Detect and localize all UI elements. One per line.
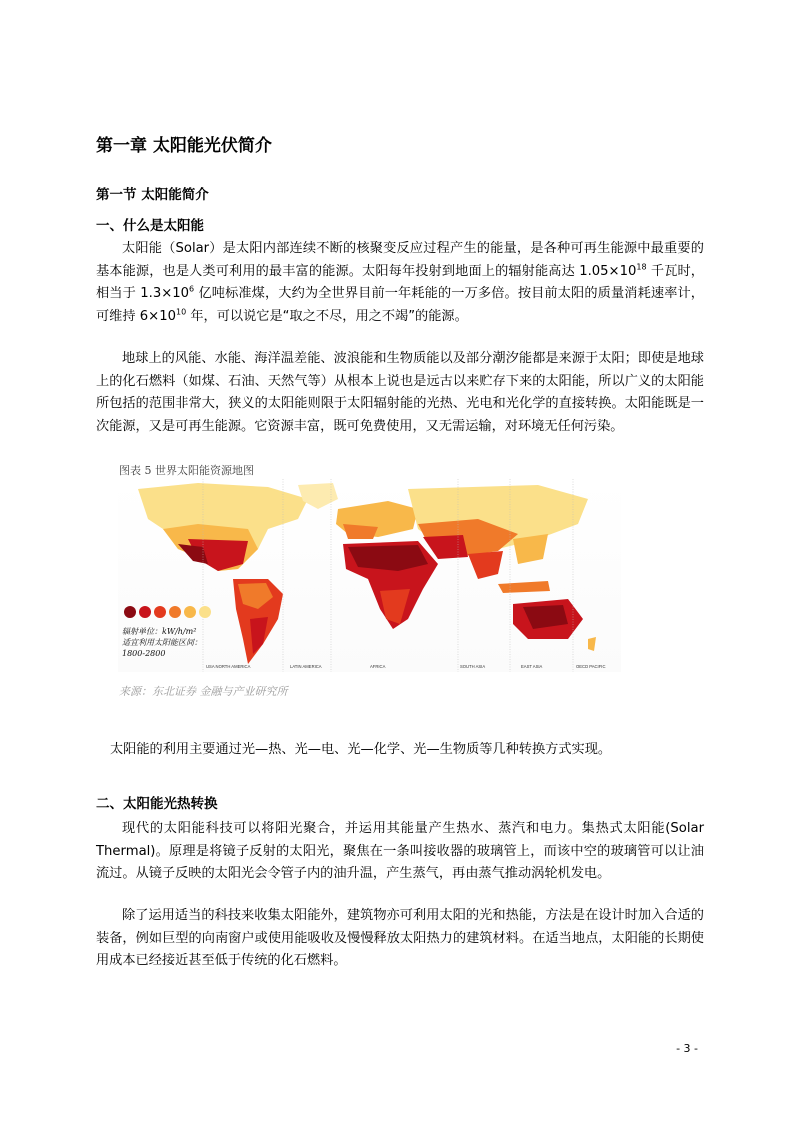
figure-source: 来源：东北证券 金融与产业研究所 [119,685,288,698]
region-label-south-asia: SOUTH ASIA [460,664,486,669]
solar-resource-map [118,479,621,672]
legend-unit: 辐射单位：kW/h/m² [122,627,197,636]
world-map-image [118,479,621,672]
paragraph-4: 现代的太阳能科技可以将阳光聚合，并运用其能量产生热水、蒸汽和电力。集热式太阳能(Solar Thermal)。原理是将镜子反射的太阳光，聚焦在一条叫接收器的玻璃管上，而该中空的玻璃管可以让油流过。从镜子反映的太阳光会令管子内的油升温，产生蒸气，再由蒸气推动涡轮机发电。 [96,821,704,882]
region-label-east-asia: EAST ASIA [521,664,543,669]
section-title: 第一节 太阳能简介 [96,187,209,203]
paragraph-5: 除了运用适当的科技来收集太阳能外，建筑物亦可利用太阳的光和热能，方法是在设计时加入合适的装备，例如巨型的向南窗户或使用能吸收及慢慢释放太阳热力的建筑材料。在适当地点，太阳能的长期使用成本已经接近甚至低于传统的化石燃料。 [96,908,704,969]
chapter-title: 第一章 太阳能光伏简介 [96,136,272,156]
region-label-latin-america: LATIN AMERICA [290,664,322,669]
legend-range-value: 1800-2800 [122,649,166,658]
paragraph-1: 太阳能（Solar）是太阳内部连续不断的核聚变反应过程产生的能量，是各种可再生能源中最重要的基本能源，也是人类可利用的最丰富的能源。太阳每年投射到地面上的辐射能高达 $1.05\times 10^{18}$ 千瓦时，相当于 $1.3\times 10^6$ 亿吨标准煤，大约为全世界目前一年耗能的一万多倍。按目前太阳的质量消耗速率计，可维持 $6\times 10^{10}$ 年，可以说它是“取之不尽，用之不竭”的能源。 [96,241,704,324]
region-label-oecd-pacific: OECD PACIFIC [576,664,606,669]
paragraph-2: 地球上的风能、水能、海洋温差能、波浪能和生物质能以及部分潮汐能都是来源于太阳；即使是地球上的化石燃料（如煤、石油、天然气等）从根本上说也是远古以来贮存下来的太阳能，所以广义的太阳能所包括的范围非常大，狭义的太阳能则限于太阳辐射能的光热、光电和光化学的直接转换。太阳能既是一次能源，又是可再生能源。它资源丰富，既可免费使用，又无需运输，对环境无任何污染。 [96,351,704,434]
paragraph-3: 太阳能的利用主要通过光—热、光—电、光—化学、光—生物质等几种转换方式实现。 [110,742,612,757]
region-label-africa: AFRICA [370,664,386,669]
subsection-title-1: 一、什么是太阳能 [96,218,204,234]
figure-caption: 图表 5 世界太阳能资源地图 [119,464,254,477]
legend-range-label: 适宜利用太阳能区间： [122,638,202,647]
region-label-north-america: USA NORTH AMERICA [206,664,251,669]
page-number: - 3 - [676,1042,698,1055]
subsection-title-2: 二、太阳能光热转换 [96,796,218,812]
